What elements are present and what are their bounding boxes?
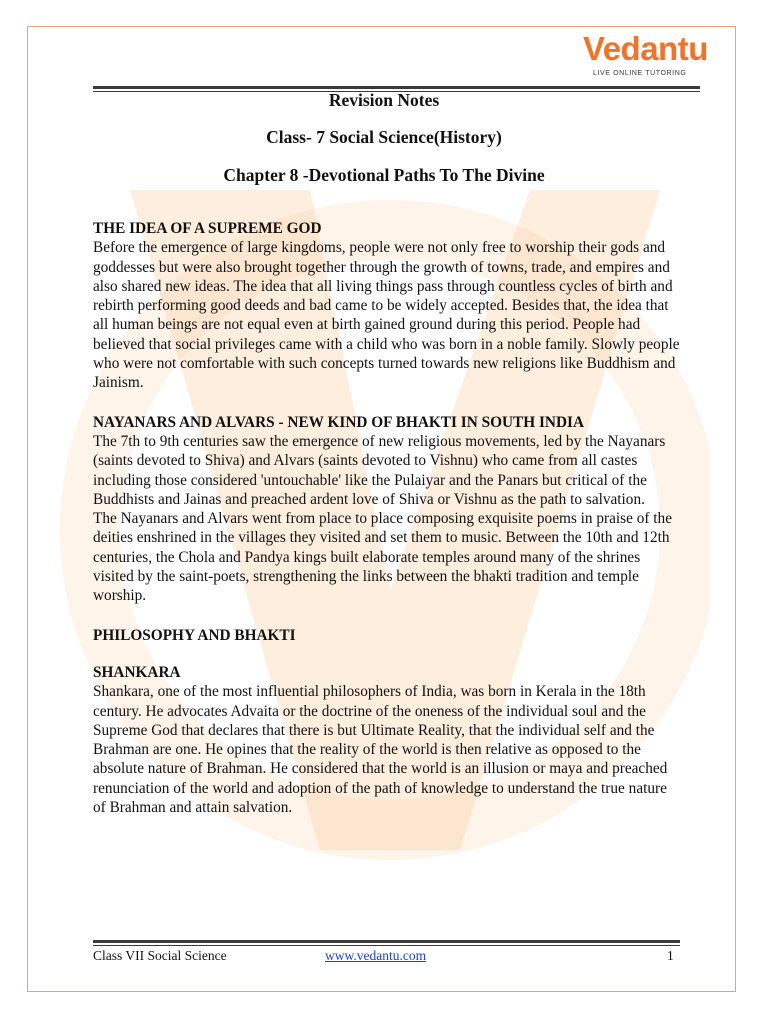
section-heading: THE IDEA OF A SUPREME GOD [93, 220, 322, 237]
notes-content [93, 219, 683, 817]
page-title: Revision Notes [328, 90, 440, 110]
section-heading: NAYANARS AND ALVARS - NEW KIND OF BHAKTI IN SOUTH INDIA [93, 413, 585, 431]
section-paragraph: Before the emergence of large kingdoms, people were not only free to worship their gods and goddesses but were also brought together through the growth of towns, trade, and empires and also shared new ideas. The idea that all living things pass through countless cycles of birth and rebirth performing good deeds and bad came to be widely accepted. Besides that, the idea that all human beings are not equal even at birth gained ground during this period. People had believed that social privileges came with a child who was born in a noble family. Slowly people who were not comfortable with such concepts turned towards new religions like Buddhism and Jainism. [93, 239, 680, 392]
section-paragraph: The Nayanars and Alvars went from place to place composing exquisite poems in praise of the deities enshrined in the villages they visited and set them to music. Between the 10th and 12th centuries, the Chola and Pandya kings built elaborate temples around many of the shrines visited by the saint-poets, strengthening the links between the bhakti tradition and temple worship. [93, 510, 672, 605]
section-paragraph: Shankara, one of the most influential philosophers of India, was born in Kerala in the 18th century. He advocates Advaita or the doctrine of the oneness of the individual soul and the Supreme God that declares that there is but Ultimate Reality, that the individual self and the Brahman are one. He opines that the reality of the world is then relative as opposed to the absolute nature of Brahman. He considered that the world is an illusion or maya and preached renunciation of the world and adoption of the path of knowledge to understand the true nature of Brahman and attain salvation. [93, 683, 668, 817]
logo-tagline: LIVE ONLINE TUTORING [593, 70, 687, 77]
section-shankara [93, 663, 683, 817]
chapter-title: Chapter 8 -Devotional Paths To The Divine [223, 165, 545, 185]
header-divider [93, 86, 700, 89]
class-subtitle: Class- 7 Social Science(History) [266, 127, 502, 147]
section-heading: PHILOSOPHY AND BHAKTI [93, 626, 296, 644]
logo-brand: Vedantu [583, 30, 708, 67]
section-paragraph: The 7th to 9th centuries saw the emergence of new religious movements, led by the Nayanars (saints devoted to Shiva) and Alvars (saints devoted to Vishnu) who came from all castes including those considered 'untouchable' like the Pulaiyar and the Panars but critical of the Buddhists and Jainas and preached ardent love of Shiva or Vishnu as the path to salvation. [93, 432, 666, 508]
section-supreme-god [93, 219, 683, 393]
footer-website-link[interactable]: www.vedantu.com [325, 948, 427, 963]
section-nayanars-alvars [93, 413, 683, 606]
section-heading: SHANKARA [93, 663, 181, 681]
section-philosophy-bhakti [93, 626, 683, 645]
footer-divider-thin [93, 945, 680, 946]
vedantu-logo [575, 30, 708, 82]
page-number: 1 [667, 948, 674, 963]
footer-divider [93, 940, 680, 943]
footer-class-label: Class VII Social Science [93, 948, 227, 963]
